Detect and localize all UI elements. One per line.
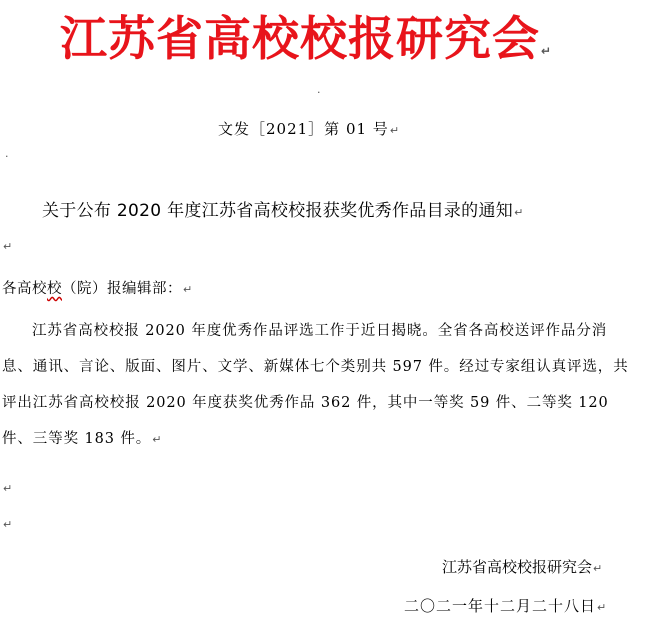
- document-number-text: 文发［2021］第 01 号: [218, 120, 389, 138]
- paragraph-mark-icon: ↵: [183, 283, 193, 296]
- paragraph-mark-icon: ↵: [3, 240, 13, 253]
- paragraph-mark-icon: ↵: [3, 482, 13, 495]
- paragraph-mark-icon: ↵: [3, 518, 13, 531]
- organization-title: [60, 2, 552, 69]
- salutation-suffix: （院）报编辑部：: [62, 281, 182, 297]
- document-number: [218, 118, 400, 139]
- salutation: [2, 277, 193, 298]
- paragraph-mark-icon: ↵: [152, 433, 163, 446]
- body-paragraph-text: 江苏省高校校报 2020 年度优秀作品评选工作于近日揭晓。全省各高校送评作品分消息、通讯、言论、版面、图片、文学、新媒体七个类别共 597 件。经过专家组认真评选，共评出江苏省高校校报 2020 年度获奖优秀作品 362 件，其中一等奖 59 件、二等奖 120 件、三等奖 183 件。: [2, 323, 629, 447]
- issue-date: [404, 595, 607, 616]
- salutation-prefix: 各高校: [2, 281, 47, 297]
- notice-title: [42, 196, 524, 221]
- paragraph-mark-icon: ↵: [514, 206, 524, 219]
- spellcheck-marked-word: 校: [47, 281, 62, 297]
- signer-text: 江苏省高校校报研究会: [442, 558, 593, 576]
- paragraph-mark-icon: ↵: [593, 562, 603, 575]
- body-paragraph: [2, 313, 632, 458]
- paragraph-mark-icon: ↵: [389, 124, 401, 137]
- issue-date-text: 二〇二一年十二月二十八日: [404, 597, 597, 615]
- paragraph-mark-icon: ↵: [541, 44, 553, 58]
- dot-mark-icon: ·: [5, 150, 9, 163]
- organization-title-text: 江苏省高校校报研究会: [60, 12, 540, 67]
- signer: [442, 556, 602, 577]
- paragraph-mark-icon: ↵: [597, 601, 608, 614]
- notice-title-text: 关于公布 2020 年度江苏省高校校报获奖优秀作品目录的通知: [42, 201, 514, 221]
- dot-mark-icon: ·: [317, 86, 321, 99]
